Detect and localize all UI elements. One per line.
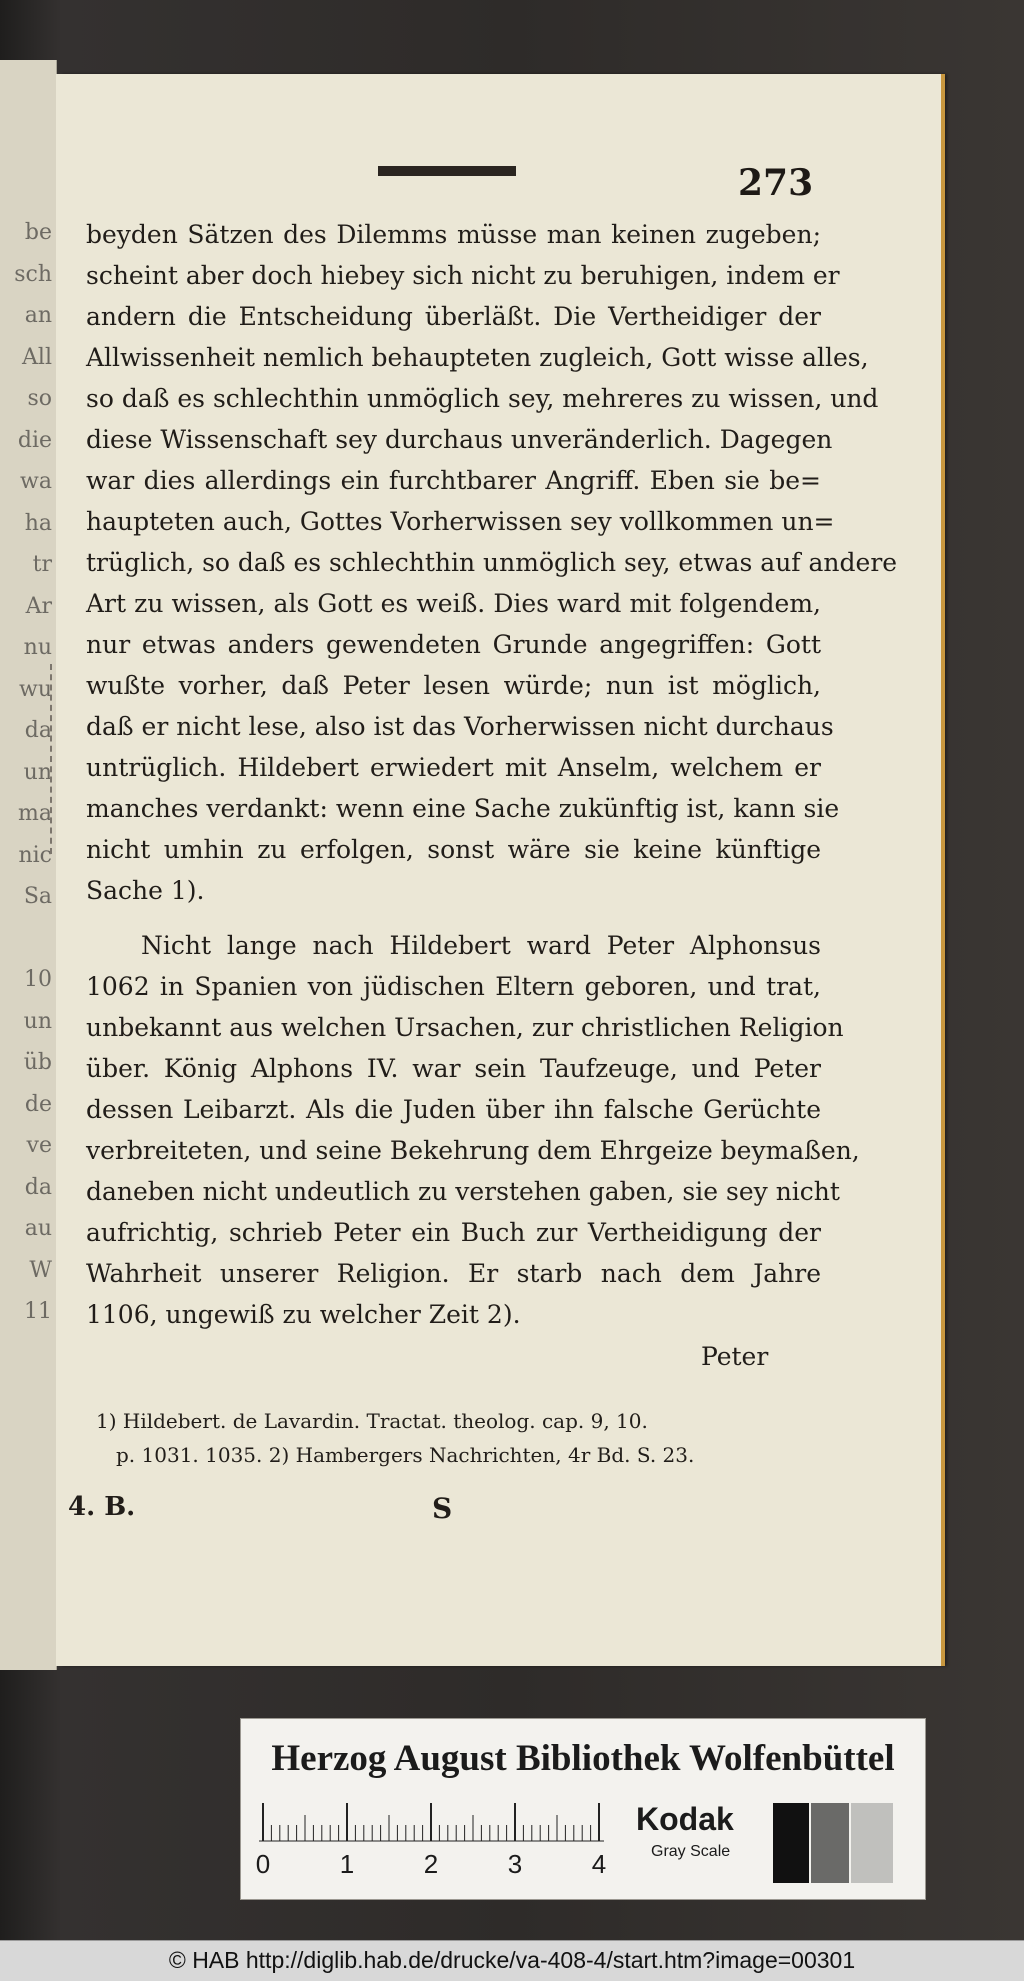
body-text xyxy=(86,214,898,1335)
prev-page-fragment: nu xyxy=(23,635,52,660)
prev-page-fragment: an xyxy=(24,303,52,328)
footnotes xyxy=(96,1404,826,1472)
text-line: scheint aber doch hiebey sich nicht zu beruhigen, indem er xyxy=(86,261,840,290)
prev-page-fragment: au xyxy=(24,1216,52,1241)
library-name: Herzog August Bibliothek Wolfenbüttel xyxy=(271,1738,895,1779)
kodak-logo: Kodak xyxy=(636,1801,734,1837)
text-line: dessen Leibarzt. Als die Juden über ihn falsche Gerüchte xyxy=(86,1095,821,1124)
ruler-number: 3 xyxy=(507,1849,523,1879)
prev-page-fragment: tr xyxy=(32,552,52,577)
prev-page-fragment: ma xyxy=(18,801,52,826)
text-line: Nicht lange nach Hildebert ward Peter Alphonsus xyxy=(141,931,821,960)
text-line: haupteten auch, Gottes Vorherwissen sey vollkommen un= xyxy=(86,507,835,536)
prev-page-fragment: üb xyxy=(23,1050,52,1075)
prev-page-fragment: be xyxy=(24,220,52,245)
sheet-mark: S xyxy=(432,1492,453,1525)
prev-page-fragment: da xyxy=(24,1174,52,1200)
text-line: Art zu wissen, als Gott es weiß. Dies ward mit folgendem, xyxy=(86,589,821,618)
copyright-url: © HAB http://diglib.hab.de/drucke/va-408-4/start.htm?image=00301 xyxy=(168,1947,856,1973)
ruler-number: 4 xyxy=(591,1849,607,1879)
margin-mark xyxy=(50,664,54,854)
prev-page-fragment: Ar xyxy=(25,593,52,619)
text-line: war dies allerdings ein furchtbarer Angriff. Eben sie be= xyxy=(86,466,821,495)
text-line: manches verdankt: wenn eine Sache zukünftig ist, kann sie xyxy=(86,794,840,823)
color-target-card xyxy=(240,1718,926,1900)
gray-scale-label: Gray Scale xyxy=(651,1843,731,1860)
prev-page-fragment: Sa xyxy=(23,884,52,909)
text-line: über. König Alphons IV. war sein Taufzeuge, und Peter xyxy=(86,1054,821,1083)
text-line: nur etwas anders gewendeten Grunde angegriffen: Gott xyxy=(86,630,821,659)
text-line: 1062 in Spanien von jüdischen Eltern geboren, und trat, xyxy=(86,972,821,1001)
prev-page-fragment: die xyxy=(17,427,52,453)
text-line: aufrichtig, schrieb Peter ein Buch zur Vertheidigung der xyxy=(86,1218,821,1247)
text-line: 1106, ungewiß zu welcher Zeit 2). xyxy=(86,1300,521,1329)
prev-page-fragment: 11 xyxy=(24,1299,52,1324)
prev-page-fragment: 10 xyxy=(24,967,52,992)
text-line: unbekannt aus welchen Ursachen, zur christlichen Religion xyxy=(86,1013,844,1042)
text-line: trüglich, so daß es schlechthin unmöglich sey, etwas auf andere xyxy=(86,548,898,577)
swatch-black xyxy=(773,1803,809,1883)
paragraph-2 xyxy=(86,925,860,1335)
footer-bar xyxy=(0,1940,1024,1981)
page-number: 273 xyxy=(738,162,814,204)
ruler-number: 0 xyxy=(255,1849,271,1879)
prev-page-fragment: so xyxy=(27,386,52,411)
signature-mark: 4. B. xyxy=(68,1492,136,1522)
prev-page-fragment: wa xyxy=(20,469,52,494)
prev-page-fragment: ve xyxy=(26,1133,52,1158)
prev-page-fragment: da xyxy=(24,718,52,743)
prev-page-fragment: wu xyxy=(19,676,52,702)
prev-page-fragment: nic xyxy=(18,842,52,868)
prev-page-fragment: sch xyxy=(14,261,52,287)
ruler-scale xyxy=(255,1791,614,1881)
text-line: Sache 1). xyxy=(86,876,205,905)
text-line: Wahrheit unserer Religion. Er starb nach dem Jahre xyxy=(86,1259,821,1288)
text-line: verbreiteten, und seine Bekehrung dem Ehrgeize beymaßen, xyxy=(86,1136,860,1165)
prev-page-fragment: un xyxy=(23,1008,52,1034)
book-page xyxy=(56,74,941,1666)
text-line: andern die Entscheidung überläßt. Die Vertheidiger der xyxy=(86,302,821,331)
swatch-light-gray xyxy=(851,1803,893,1883)
text-line: nicht umhin zu erfolgen, sonst wäre sie keine künftige xyxy=(86,835,821,864)
ruler-number: 2 xyxy=(423,1849,439,1879)
catchword: Peter xyxy=(701,1342,769,1371)
prev-page-fragment: un xyxy=(23,759,52,785)
text-line: untrüglich. Hildebert erwiedert mit Anselm, welchem er xyxy=(86,753,821,782)
footnote-line: p. 1031. 1035. 2) Hambergers Nachrichten, 4r Bd. S. 23. xyxy=(116,1443,695,1467)
text-line: diese Wissenschaft sey durchaus unveränderlich. Dagegen xyxy=(86,425,833,454)
text-line: wußte vorher, daß Peter lesen würde; nun ist möglich, xyxy=(86,671,821,700)
text-line: beyden Sätzen des Dilemms müsse man keinen zugeben; xyxy=(86,220,821,249)
prev-page-fragment: All xyxy=(22,344,52,370)
text-line: Allwissenheit nemlich behaupteten zugleich, Gott wisse alles, xyxy=(86,343,869,372)
paragraph-1 xyxy=(86,214,898,911)
previous-page-edge xyxy=(0,60,57,1670)
swatch-dark-gray xyxy=(811,1803,849,1883)
ruler-number: 1 xyxy=(339,1849,355,1879)
prev-page-fragment: ha xyxy=(24,510,52,536)
header-rule xyxy=(378,166,516,176)
text-line: so daß es schlechthin unmöglich sey, mehreres zu wissen, und xyxy=(86,384,879,413)
footnote-line: 1) Hildebert. de Lavardin. Tractat. theolog. cap. 9, 10. xyxy=(96,1409,648,1433)
text-line: daneben nicht undeutlich zu verstehen gaben, sie sey nicht xyxy=(86,1177,840,1206)
text-line: daß er nicht lese, also ist das Vorherwissen nicht durchaus xyxy=(86,712,834,741)
prev-page-fragment: W xyxy=(29,1257,52,1283)
prev-page-fragment: de xyxy=(24,1091,52,1117)
